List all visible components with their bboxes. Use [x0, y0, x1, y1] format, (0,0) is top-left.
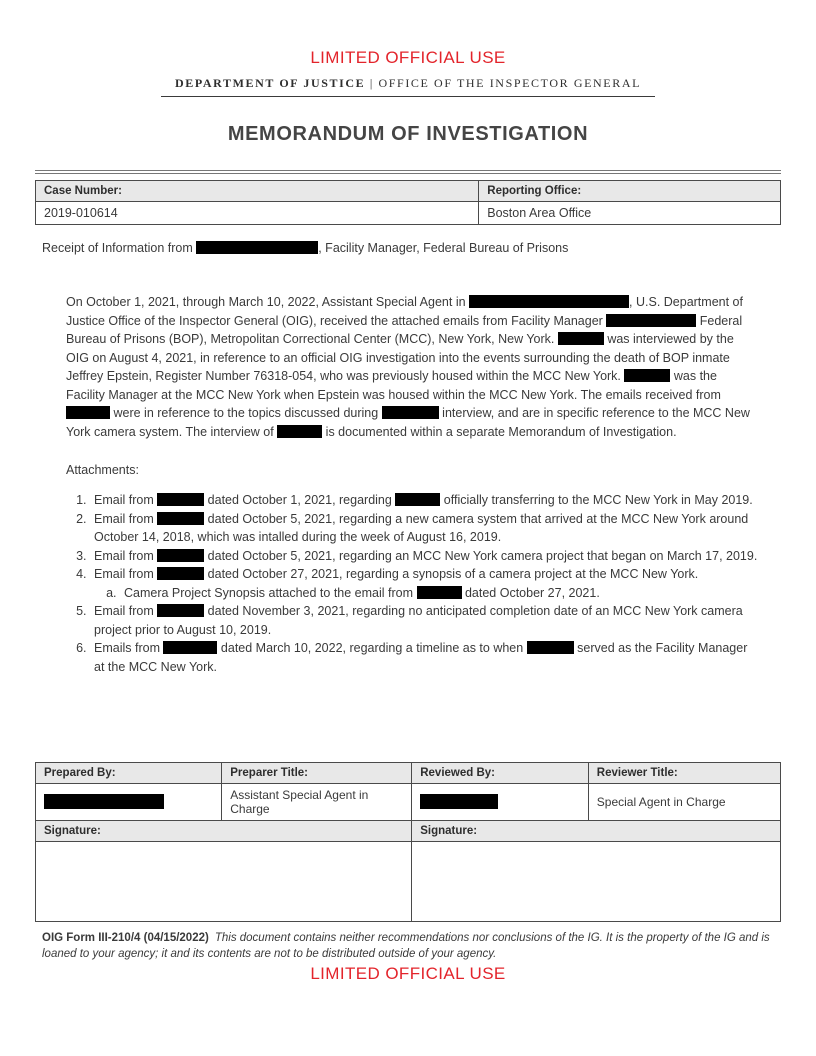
agency-header — [0, 74, 816, 97]
redaction-box — [558, 332, 604, 345]
signature-area-right — [412, 842, 781, 922]
redaction-box — [157, 567, 204, 580]
attachment-item-5: 5. Email from dated November 3, 2021, regarding no anticipated completion date of an MCC New York camera project prior to August 10, 2019. — [90, 602, 760, 639]
attachment-item-4 — [90, 565, 760, 602]
redaction-box — [417, 586, 462, 599]
redaction-box — [277, 425, 322, 438]
preparer-title-value: Assistant Special Agent in Charge — [222, 784, 412, 821]
redaction-box — [66, 406, 110, 419]
footer-note — [42, 930, 774, 962]
redaction-box — [157, 604, 204, 617]
signature-table — [35, 762, 781, 922]
reviewer-title-label: Reviewer Title: — [588, 763, 780, 784]
redaction-box — [157, 549, 204, 562]
redaction-box — [157, 512, 204, 525]
redaction-box — [420, 794, 498, 809]
redaction-box — [469, 295, 629, 308]
agency-department: DEPARTMENT OF JUSTICE — [174, 76, 366, 90]
attachment-sublist — [94, 584, 760, 603]
redaction-box — [196, 241, 318, 254]
signature-label-right: Signature: — [412, 821, 781, 842]
reviewer-title-value: Special Agent in Charge — [588, 784, 780, 821]
preparer-title-label: Preparer Title: — [222, 763, 412, 784]
prepared-by-value — [36, 784, 222, 821]
signature-label-left: Signature: — [36, 821, 412, 842]
redaction-box — [44, 794, 164, 809]
agency-separator: | — [369, 76, 374, 90]
reporting-office-value: Boston Area Office — [479, 202, 781, 225]
classification-banner-bottom: LIMITED OFFICIAL USE — [310, 964, 506, 983]
reporting-office-label: Reporting Office: — [479, 181, 781, 202]
redaction-box — [395, 493, 440, 506]
attachment-item-1: 1. Email from dated October 1, 2021, regarding officially transferring to the MCC New York in May 2019. — [90, 491, 760, 510]
redaction-box — [606, 314, 696, 327]
redaction-box — [382, 406, 439, 419]
classification-banner-top: LIMITED OFFICIAL USE — [310, 48, 506, 67]
case-info-table — [35, 180, 781, 225]
redaction-box — [527, 641, 574, 654]
attachment-item-4-text: Email from dated October 27, 2021, regarding a synopsis of a camera project at the MCC New York. — [94, 567, 699, 581]
attachments-label: Attachments: — [66, 463, 139, 477]
footer-disclaimer: This document contains neither recommendations nor conclusions of the IG. It is the property of the IG and is loaned to your agency; it and its contents are not to be distributed outside of your agency. — [42, 932, 770, 960]
agency-office: OFFICE OF THE INSPECTOR GENERAL — [378, 76, 642, 90]
signature-area-left — [36, 842, 412, 922]
redaction-box — [624, 369, 670, 382]
form-number: OIG Form III-210/4 (04/15/2022) — [42, 932, 209, 944]
attachment-item-3: 3. Email from dated October 5, 2021, regarding an MCC New York camera project that began on March 17, 2019. — [90, 547, 760, 566]
subject-line: Receipt of Information from , Facility Manager, Federal Bureau of Prisons — [42, 241, 569, 255]
reviewed-by-label: Reviewed By: — [412, 763, 589, 784]
divider-double-rule — [35, 170, 781, 174]
attachment-item-6: 6. Emails from dated March 10, 2022, regarding a timeline as to when served as the Facility Manager at the MCC New York. — [90, 639, 760, 676]
case-number-label: Case Number: — [36, 181, 479, 202]
attachment-item-2: 2. Email from dated October 5, 2021, regarding a new camera system that arrived at the MCC New York around October 14, 2018, which was intalled during the week of August 16, 2019. — [90, 510, 760, 547]
prepared-by-label: Prepared By: — [36, 763, 222, 784]
redaction-box — [163, 641, 217, 654]
reviewed-by-value — [412, 784, 589, 821]
case-number-value: 2019-010614 — [36, 202, 479, 225]
attachments-list — [66, 491, 760, 676]
document-title: MEMORANDUM OF INVESTIGATION — [227, 123, 589, 145]
attachment-item-4a: a. Camera Project Synopsis attached to the email from dated October 27, 2021. — [120, 584, 760, 603]
redaction-box — [157, 493, 204, 506]
agency-line — [161, 76, 655, 97]
body-paragraph: On October 1, 2021, through March 10, 2022, Assistant Special Agent in , U.S. Department of Justice Office of the Inspector General (OIG), received the attached emails from Facility Manager Federal Bureau of Prisons (BOP), Metropolitan Correctional Center (MCC), New York, New York. was interviewed by the OIG on August 4, 2021, in reference to an official OIG investigation into the events surrounding the death of BOP inmate Jeffrey Epstein, Register Number 76318-054, who was previously housed within the MCC New York. was the Facility Manager at the MCC New York when Epstein was housed within the MCC New York. The emails received from were in reference to the topics discussed during interview, and are in specific reference to the MCC New York camera system. The interview of is documented within a separate Memorandum of Investigation. — [66, 295, 750, 439]
